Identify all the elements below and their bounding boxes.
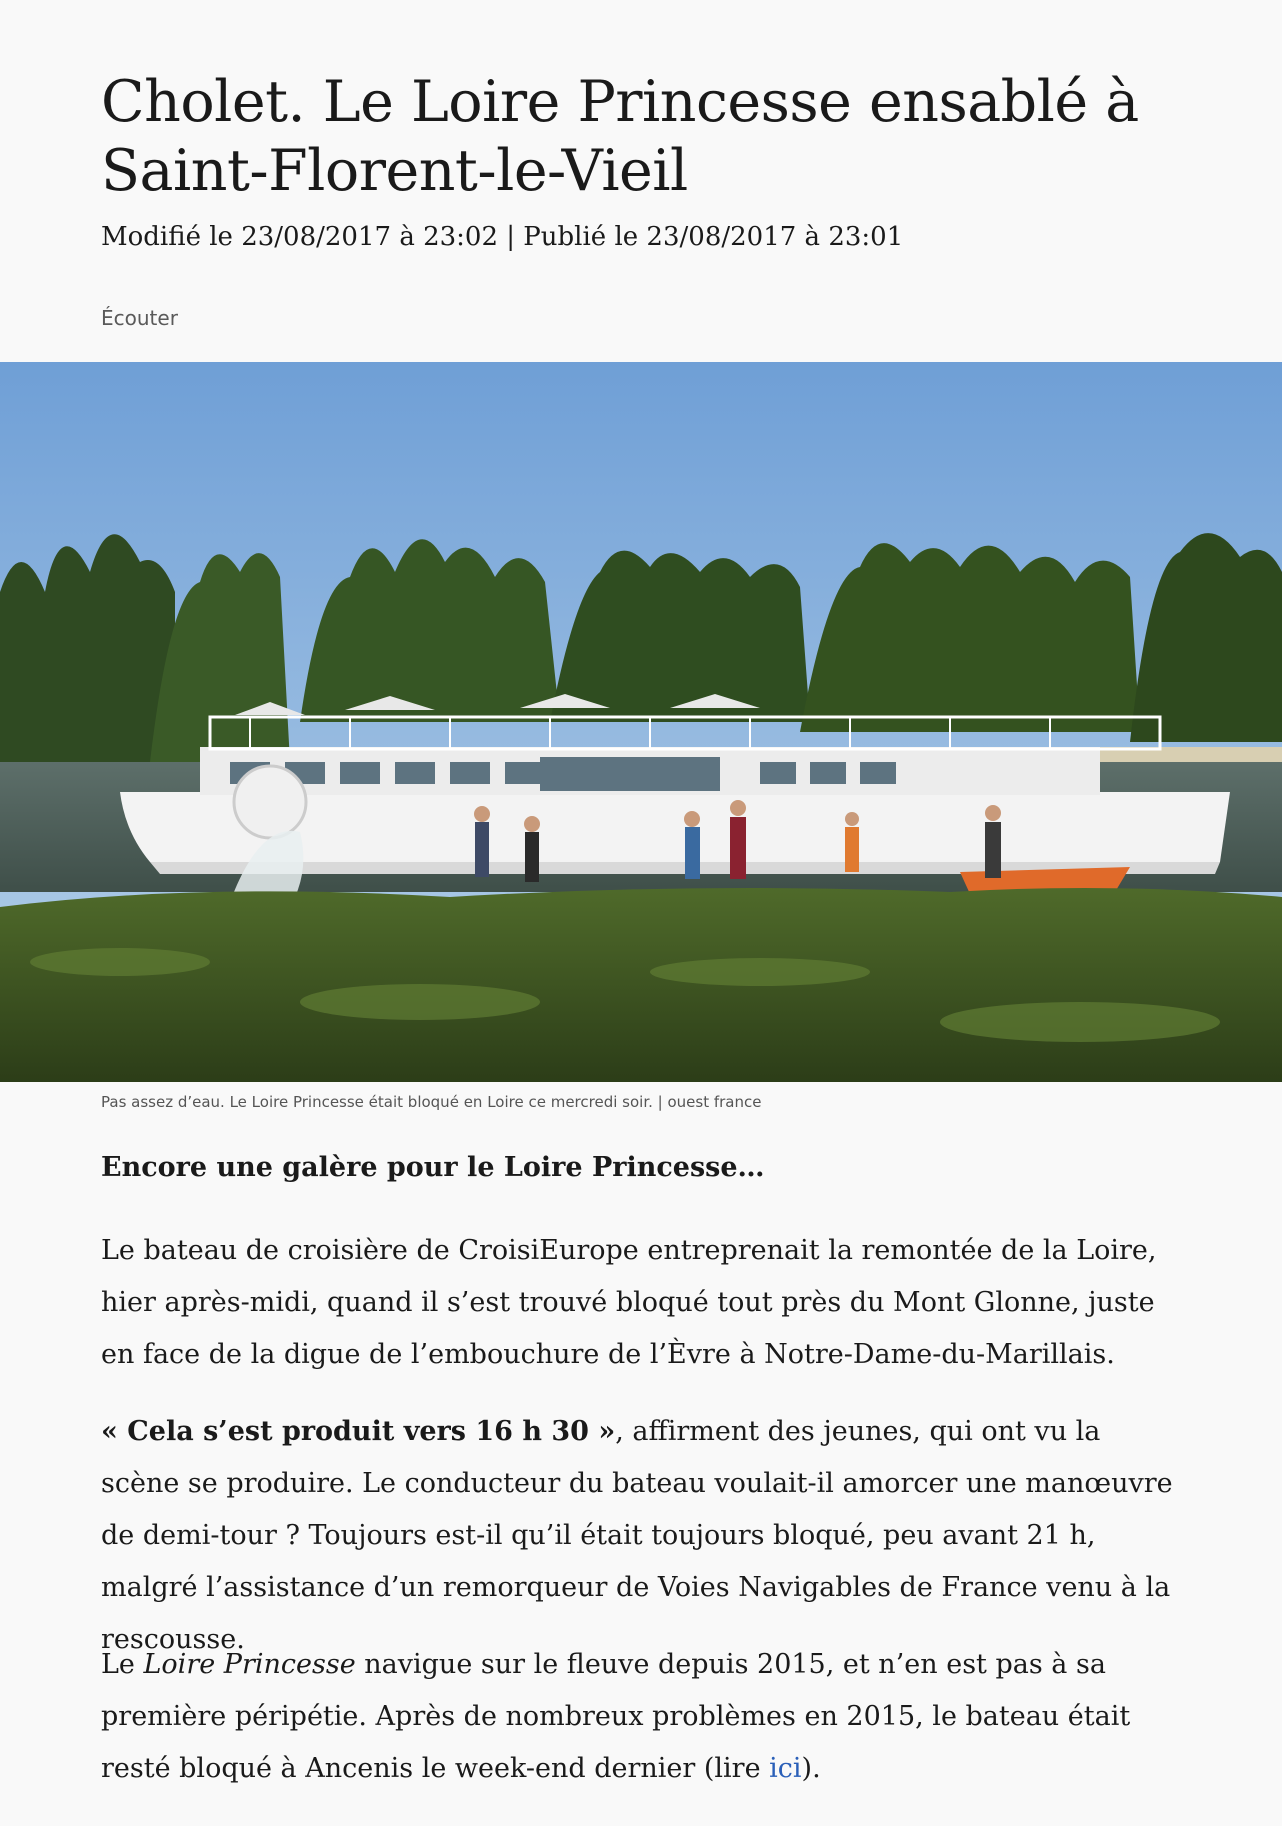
paragraph-2-text: , affirment des jeunes, qui ont vu la scène se produire. Le conducteur du bateau voulait-il amorcer une manœuvre de demi-tour ? Toujours est-il qu’il était toujours bloqué, peu avant 21 h, malgré l’assistance d’un remorqueur de Voies Navigables de France venu à la rescousse. xyxy=(101,1416,1173,1655)
article-dates: Modifié le 23/08/2017 à 23:02 | Publié le 23/08/2017 à 23:01 xyxy=(101,222,904,252)
article-title: Cholet. Le Loire Princesse ensablé à Saint-Florent-le-Vieil xyxy=(101,69,1139,204)
paragraph-3-end: ). xyxy=(801,1753,821,1784)
article-photo xyxy=(0,362,1282,1082)
paragraph-3-start: Le xyxy=(101,1649,144,1680)
photo-caption: Pas assez d’eau. Le Loire Princesse était bloqué en Loire ce mercredi soir. | ouest france xyxy=(101,1093,762,1111)
paragraph-3 xyxy=(101,1639,1181,1795)
paragraph-3-mid: navigue sur le fleuve depuis 2015, et n’en est pas à sa première péripétie. Après de nombreux problèmes en 2015, le bateau était resté bloqué à Ancenis le week-end dernier (lire xyxy=(101,1649,1131,1784)
listen-button[interactable]: Écouter xyxy=(101,306,178,330)
article-lead: Encore une galère pour le Loire Princesse… xyxy=(101,1152,765,1183)
paragraph-2 xyxy=(101,1406,1181,1666)
paragraph-1: Le bateau de croisière de CroisiEurope entreprenait la remontée de la Loire, hier après-midi, quand il s’est trouvé bloqué tout près du Mont Glonne, juste en face de la digue de l’embouchure de l’Èvre à Notre-Dame-du-Marillais. xyxy=(101,1235,1157,1370)
boat-name: Loire Princesse xyxy=(143,1649,356,1680)
read-here-link[interactable]: ici xyxy=(769,1753,802,1784)
quote: « Cela s’est produit vers 16 h 30 » xyxy=(101,1416,616,1447)
